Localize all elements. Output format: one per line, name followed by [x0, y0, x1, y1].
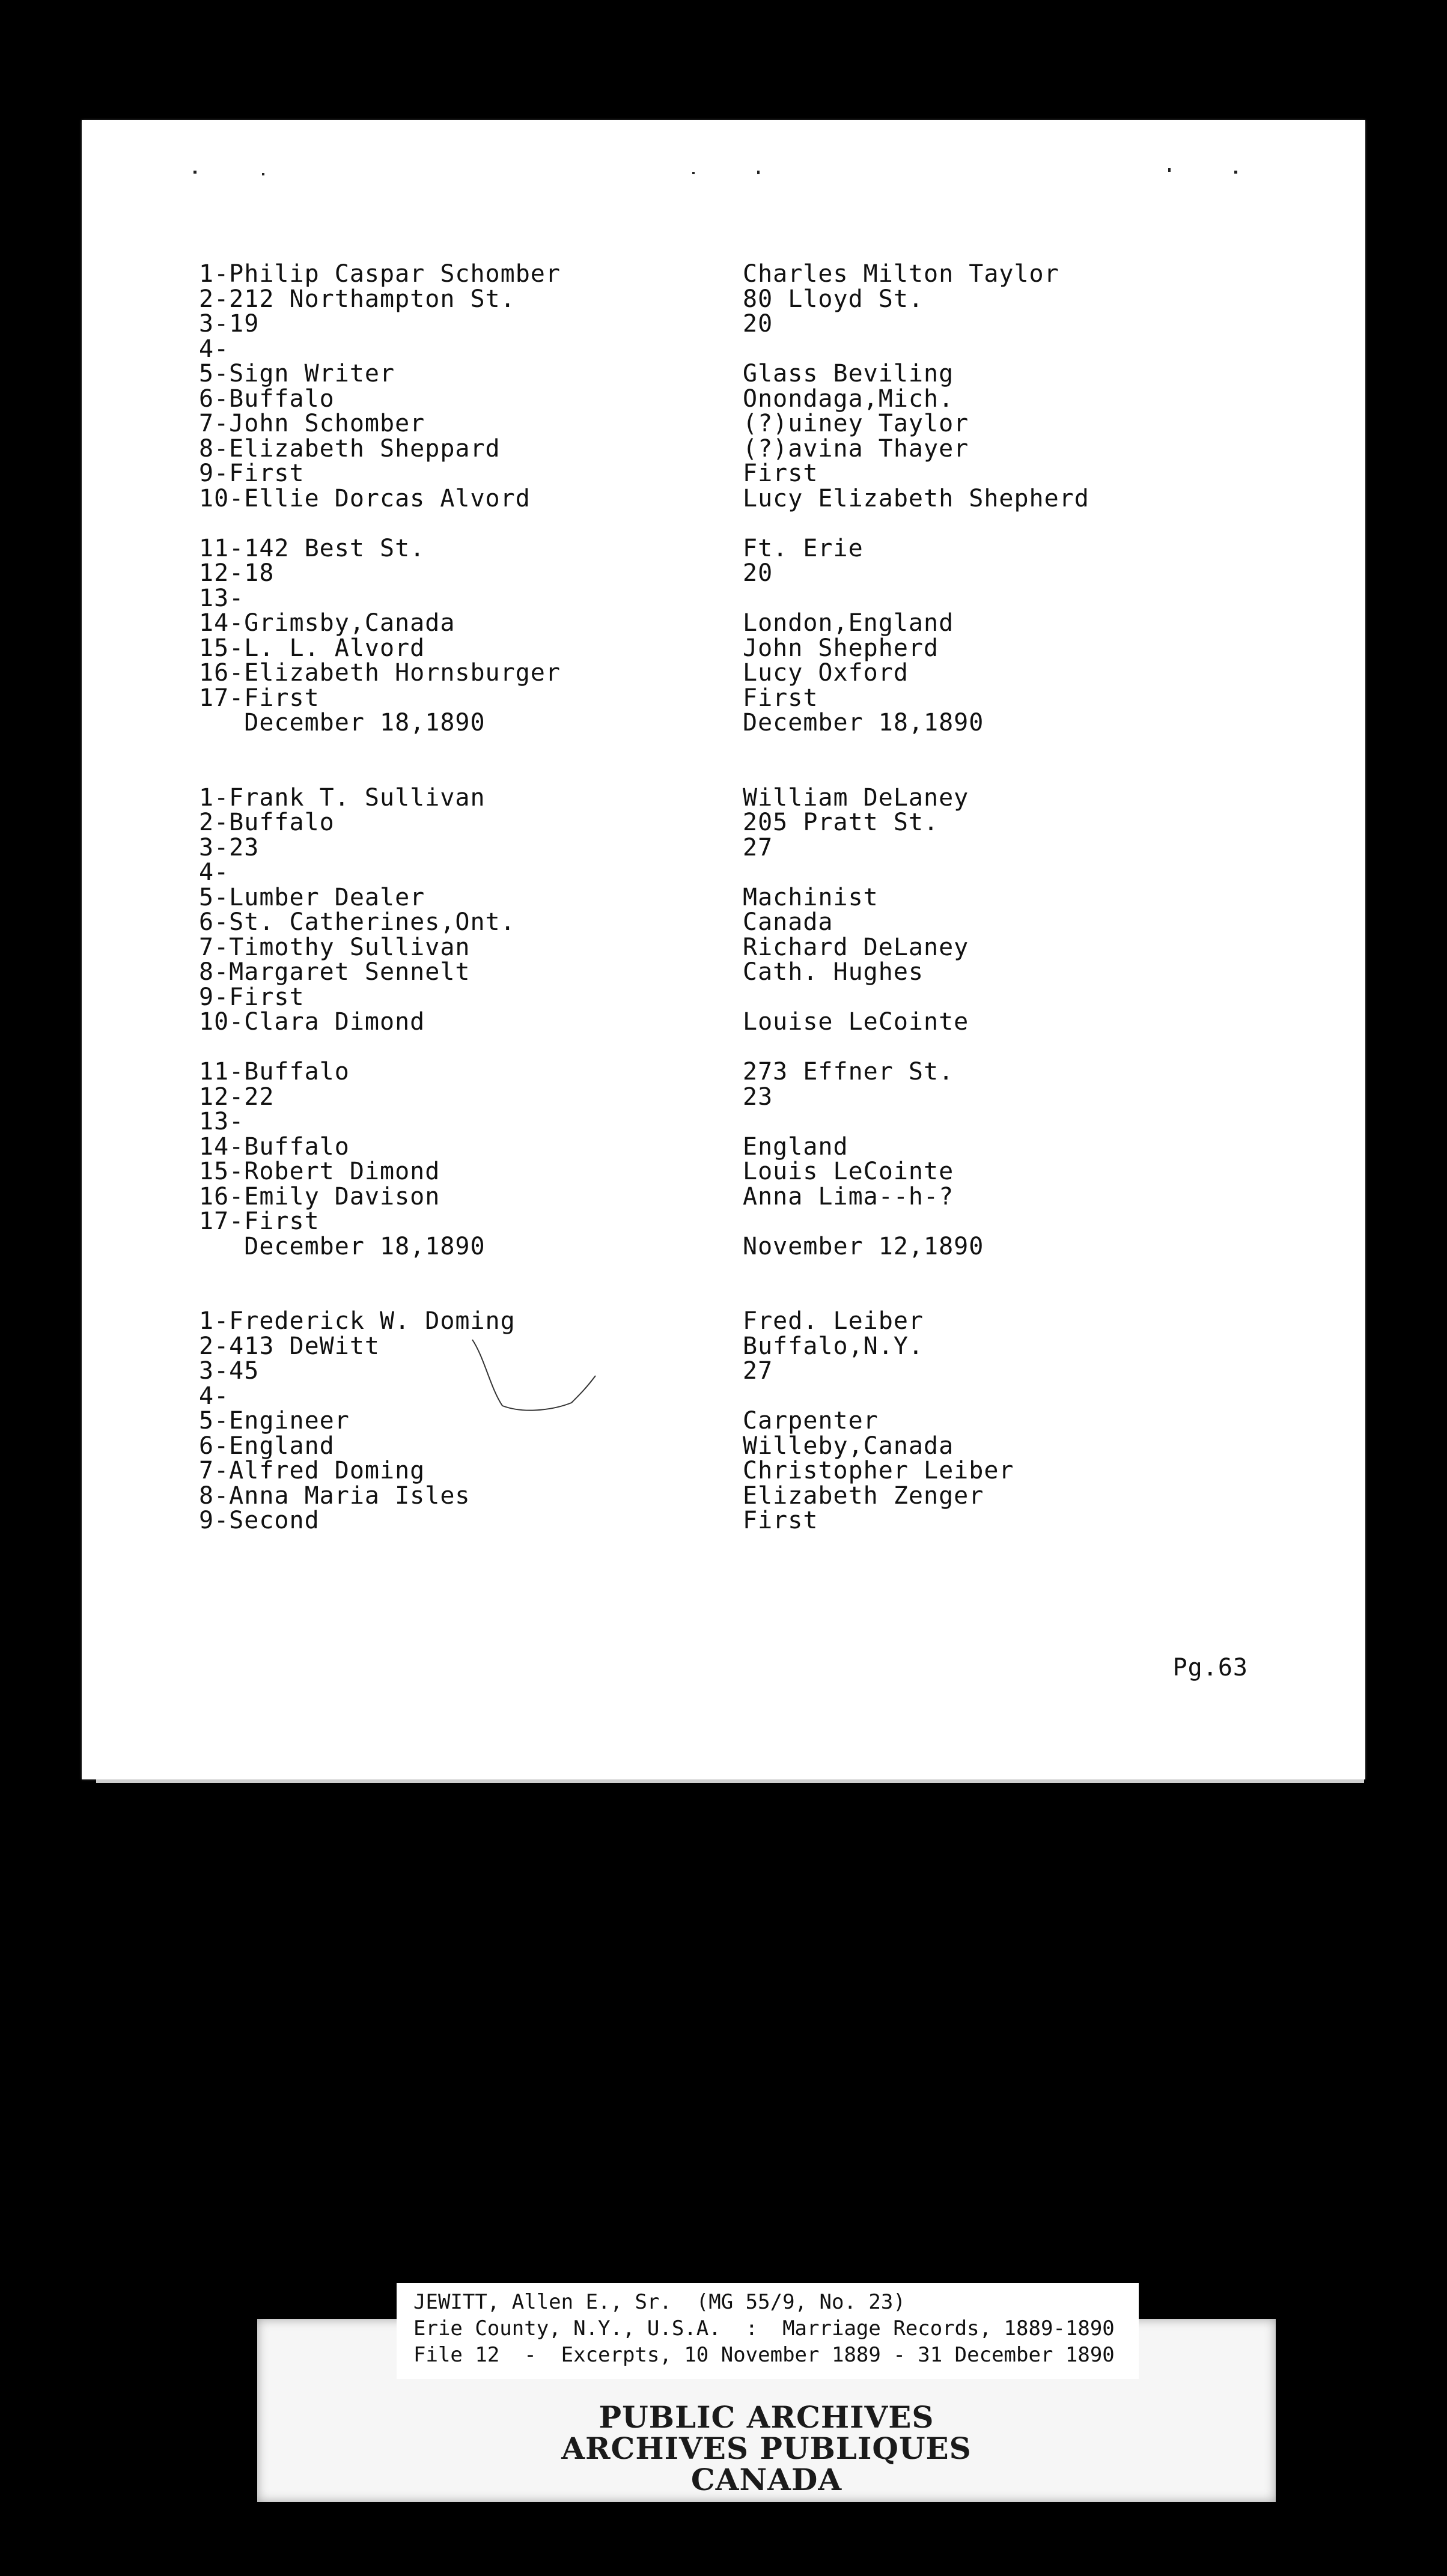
record-line: Cath. Hughes: [743, 958, 924, 986]
page-number: Pg.63: [1172, 1654, 1248, 1681]
label-line-1: JEWITT, Allen E., Sr. (MG 55/9, No. 23): [413, 2290, 906, 2314]
record-line: 5-Sign Writer: [199, 360, 395, 387]
record-line: Lucy Elizabeth Shepherd: [743, 484, 1089, 512]
record-line: [199, 761, 561, 786]
record-line: [199, 1284, 561, 1310]
right-column: [743, 262, 1089, 1534]
record-line: 6-England: [199, 1432, 335, 1460]
record-line: 7-Alfred Doming: [199, 1457, 425, 1484]
record-line: 2-413 DeWitt: [199, 1332, 380, 1360]
archive-label: [397, 2283, 1139, 2379]
record-line: 3-45: [199, 1357, 260, 1385]
label-line-2: Erie County, N.Y., U.S.A. : Marriage Records, 1889-1890: [413, 2316, 1115, 2341]
record-line: 11-142 Best St.: [199, 534, 425, 562]
stamp-line-1: PUBLIC ARCHIVES: [599, 2399, 934, 2435]
record-line: Charles Milton Taylor: [743, 260, 1059, 288]
record-line: [743, 586, 1089, 612]
record-line: Glass Beviling: [743, 360, 954, 387]
record-line: 5-Engineer: [199, 1407, 350, 1435]
record-line: 14-Grimsby,Canada: [199, 609, 455, 637]
record-line: Canada: [743, 908, 833, 936]
pen-mark: [466, 1334, 611, 1424]
record-line: 4-: [199, 858, 230, 886]
record-line: 6-St. Catherines,Ont.: [199, 908, 516, 936]
record-line: December 18,1890: [199, 709, 486, 737]
record-line: 205 Pratt St.: [743, 809, 939, 836]
record-line: [743, 1209, 1089, 1235]
record-line: [743, 337, 1089, 362]
record-line: Louis LeCointe: [743, 1158, 954, 1185]
record-line: 3-23: [199, 833, 260, 861]
record-line: London,England: [743, 609, 954, 637]
record-line: 9-First: [199, 460, 305, 487]
record-line: 20: [743, 559, 773, 587]
record-line: Christopher Leiber: [743, 1457, 1014, 1484]
record-line: [743, 511, 1089, 536]
stamp-line-3: CANADA: [690, 2462, 842, 2497]
record-line: [199, 736, 561, 761]
record-line: November 12,1890: [743, 1232, 984, 1260]
record-line: 17-First: [199, 1208, 320, 1235]
archives-stamp: [257, 2399, 1276, 2497]
record-line: 2-212 Northampton St.: [199, 285, 516, 313]
record-line: Ft. Erie: [743, 534, 864, 562]
record-line: 20: [743, 310, 773, 338]
record-line: [199, 511, 561, 536]
record-line: [743, 860, 1089, 886]
record-line: First: [743, 684, 818, 712]
record-line: 17-First: [199, 684, 320, 712]
record-line: 13-: [199, 584, 245, 612]
record-line: 11-Buffalo: [199, 1058, 350, 1086]
record-line: 8-Anna Maria Isles: [199, 1481, 471, 1510]
record-line: [199, 1035, 561, 1060]
record-line: Buffalo,N.Y.: [743, 1332, 924, 1360]
record-line: (?)uiney Taylor: [743, 410, 969, 437]
record-line: Onondaga,Mich.: [743, 384, 954, 413]
record-line: 27: [743, 833, 773, 861]
record-line: First: [743, 460, 818, 487]
record-line: 15-L. L. Alvord: [199, 634, 425, 662]
record-line: Carpenter: [743, 1407, 879, 1435]
record-line: Fred. Leiber: [743, 1307, 924, 1335]
record-line: December 18,1890: [199, 1232, 486, 1260]
record-line: (?)avina Thayer: [743, 434, 969, 463]
record-line: 10-Ellie Dorcas Alvord: [199, 484, 531, 512]
stamp-line-2: ARCHIVES PUBLIQUES: [561, 2431, 972, 2466]
record-line: 12-22: [199, 1083, 275, 1111]
record-line: [743, 761, 1089, 786]
record-line: 1-Frederick W. Doming: [199, 1307, 516, 1335]
record-line: Anna Lima--h-?: [743, 1182, 954, 1211]
record-line: Willeby,Canada: [743, 1432, 954, 1460]
record-line: December 18,1890: [743, 709, 984, 737]
record-line: 4-: [199, 1382, 230, 1410]
record-line: William DeLaney: [743, 783, 969, 812]
record-line: 27: [743, 1357, 773, 1385]
record-line: Elizabeth Zenger: [743, 1481, 984, 1510]
record-line: 1-Philip Caspar Schomber: [199, 260, 561, 288]
record-line: 8-Margaret Sennelt: [199, 958, 471, 986]
record-line: 10-Clara Dimond: [199, 1008, 425, 1036]
record-line: Louise LeCointe: [743, 1008, 969, 1036]
record-line: 9-Second: [199, 1507, 320, 1534]
record-line: [199, 1259, 561, 1284]
record-line: 13-: [199, 1108, 245, 1135]
document-page: [82, 120, 1365, 1779]
record-line: First: [743, 1507, 818, 1534]
record-line: Machinist: [743, 883, 879, 911]
label-line-3: File 12 - Excerpts, 10 November 1889 - 31 December 1890: [413, 2343, 1115, 2367]
record-line: Richard DeLaney: [743, 933, 969, 961]
record-line: 3-19: [199, 310, 260, 338]
page-edge: [96, 1779, 1364, 1783]
record-line: [743, 1110, 1089, 1135]
record-line: 14-Buffalo: [199, 1132, 350, 1161]
record-line: England: [743, 1132, 848, 1161]
record-line: 12-18: [199, 559, 275, 587]
record-line: [743, 1259, 1089, 1284]
record-line: 4-: [199, 335, 230, 363]
record-line: 15-Robert Dimond: [199, 1158, 440, 1185]
record-line: 7-Timothy Sullivan: [199, 933, 471, 961]
record-line: 23: [743, 1083, 773, 1111]
record-line: 6-Buffalo: [199, 384, 335, 413]
record-line: [743, 1384, 1089, 1409]
record-line: Lucy Oxford: [743, 659, 909, 687]
record-line: 1-Frank T. Sullivan: [199, 783, 486, 812]
record-line: [743, 985, 1089, 1010]
record-line: 80 Lloyd St.: [743, 285, 924, 313]
record-line: [743, 736, 1089, 761]
record-line: 2-Buffalo: [199, 809, 335, 836]
record-line: 5-Lumber Dealer: [199, 883, 425, 911]
record-line: 16-Emily Davison: [199, 1182, 440, 1211]
record-line: 9-First: [199, 983, 305, 1011]
record-line: 8-Elizabeth Sheppard: [199, 434, 501, 463]
record-line: 7-John Schomber: [199, 410, 425, 437]
record-line: [743, 1284, 1089, 1310]
record-line: 273 Effner St.: [743, 1058, 954, 1086]
record-line: John Shepherd: [743, 634, 939, 662]
record-line: [743, 1035, 1089, 1060]
record-line: 16-Elizabeth Hornsburger: [199, 659, 561, 687]
